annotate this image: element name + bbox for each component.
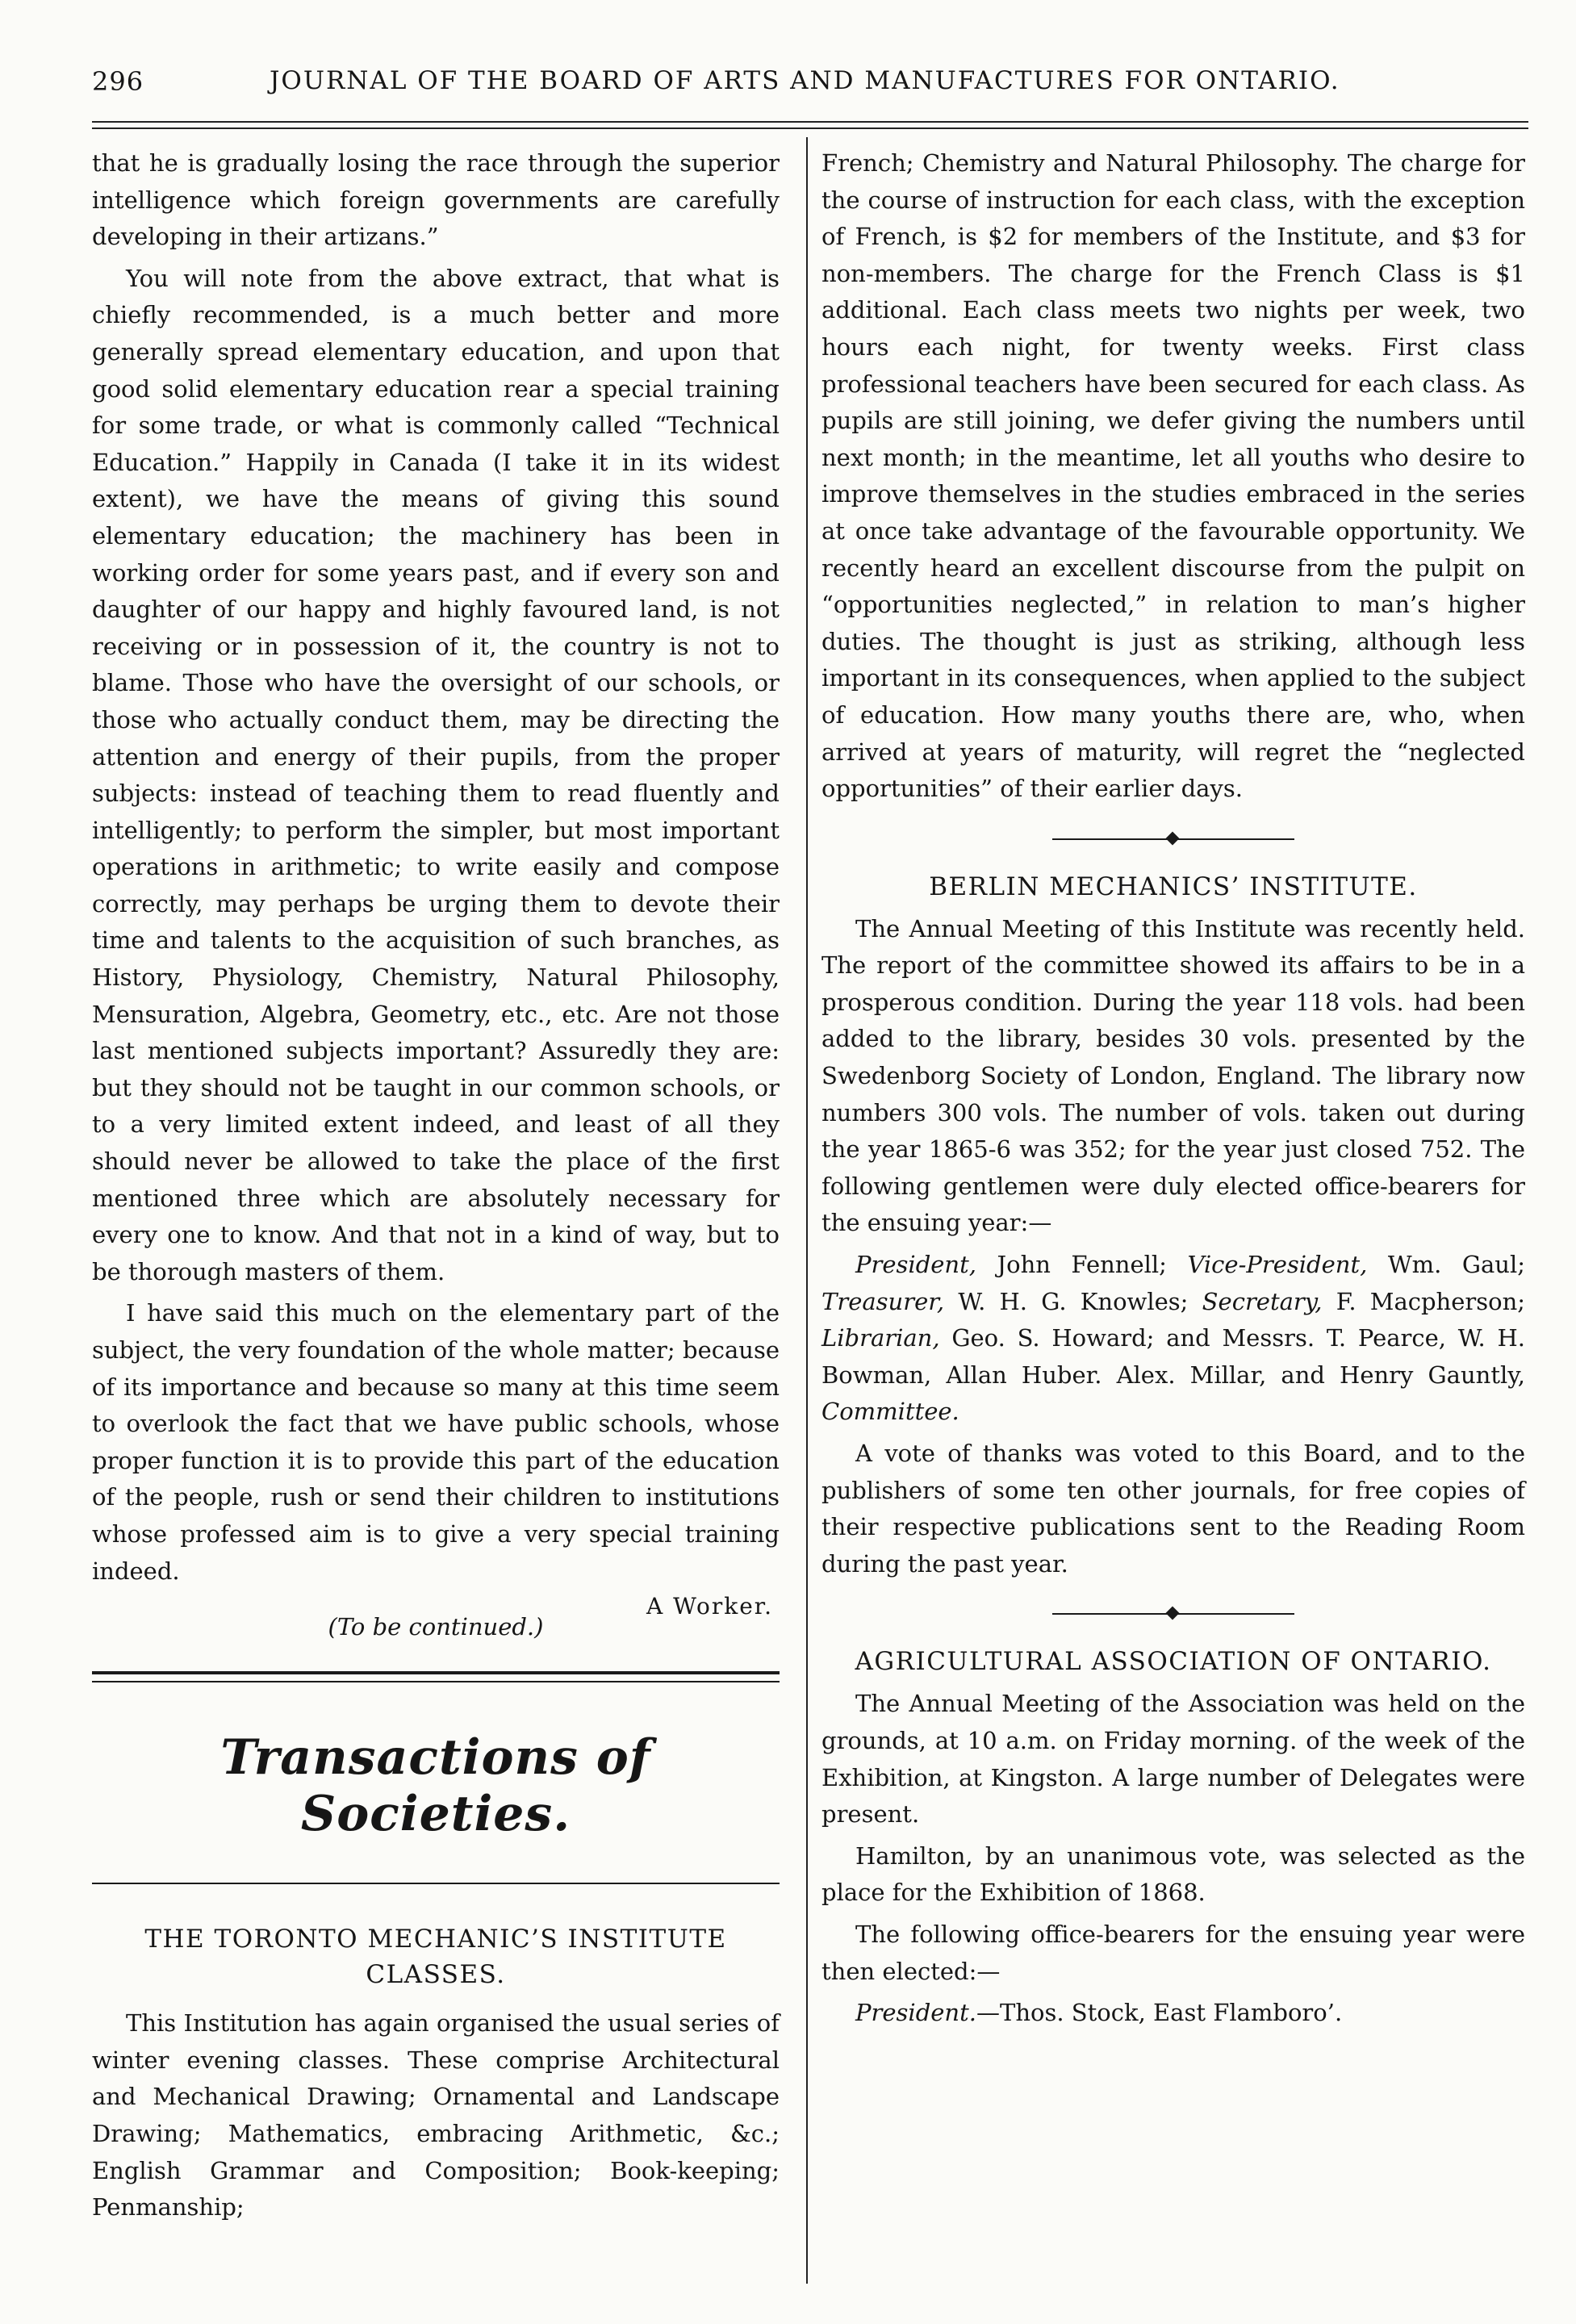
article-heading: BERLIN MECHANICS’ INSTITUTE. — [929, 872, 1418, 901]
paragraph — [821, 1995, 1525, 2032]
page-number: 296 — [92, 66, 144, 97]
header-rule — [92, 121, 1528, 129]
role-label: Librarian, — [821, 1324, 940, 1352]
paragraph: A vote of thanks was voted to this Board, and to the publishers of some ten other journals, for free copies of their respective publications sent to the Reading Room during the past year. — [821, 1440, 1525, 1578]
author-signature: A Worker. — [646, 1593, 773, 1620]
paragraph: The Annual Meeting of the Association was held on the grounds, at 10 a.m. on Friday morning. of the week of the Exhibition, at Kingston. A large number of Delegates were present. — [821, 1690, 1525, 1829]
paragraph: Hamilton, by an unanimous vote, was selected as the place for the Exhibition of 1868. — [821, 1841, 1525, 1907]
section-rule — [92, 1671, 780, 1682]
section-title: Transactions of Societies. — [220, 1729, 651, 1843]
left-column — [92, 145, 780, 2226]
person: W. H. G. Knowles; — [958, 1287, 1189, 1315]
office-bearers-paragraph — [821, 1247, 1525, 1431]
person: Wm. Gaul; — [1387, 1251, 1526, 1279]
paragraph: The Annual Meeting of this Institute was recently held. The report of the committee showed its affairs to be in a prosperous condition. During the year 118 vols. had been added to the library, besides 30 vols. presented by the Swedenborg Society of London, England. The library now numbers 300 vols. The number of vols. taken out during the year 1865-6 was 352; for the year just closed 752. The following gentlemen were duly elected office-bearers for the ensuing year:— — [821, 914, 1525, 1237]
paragraph: I have said this much on the elementary part of the subject, the very foundation of the whole matter; because of its importance and because so many at this time seem to overlook the fact that we have public schools, whose proper function it is to provide this part of the education of the people, rush or send their children to institutions whose professed aim is to give a very special training indeed. — [92, 1299, 780, 1585]
continued-note: (To be continued.) — [328, 1613, 544, 1641]
role-label: Secretary, — [1202, 1287, 1323, 1315]
section-rule — [92, 1883, 780, 1884]
role-label: Committee. — [821, 1398, 959, 1426]
role-label: President, — [855, 1251, 976, 1279]
paragraph: The following office-bearers for the ensuing year were then elected:— — [821, 1920, 1525, 1985]
paragraph: French; Chemistry and Natural Philosophy. The charge for the course of instruction for each class, with the exception of French, is $2 for members of the Institute, and $3 for non-members. The charge for the French Class is $1 additional. Each class meets two nights per week, two hours each night, for twenty weeks. First class professional teachers have been secured for each class. As pupils are still joining, we defer giving the numbers until next month; in the meantime, let all youths who desire to improve themselves in the studies embraced in the series at once take advantage of the favourable opportunity. We recently heard an excellent discourse from the pulpit on “opportunities neglected,” in relation to man’s higher duties. The thought is just as striking, although less important in its consequences, when applied to the subject of education. How many youths there are, who, when arrived at years of maturity, will regret the “neglected opportunities” of their earlier days. — [821, 149, 1525, 803]
article-heading: THE TORONTO MECHANIC’S INSTITUTE CLASSES. — [144, 1925, 727, 1990]
right-column — [821, 145, 1525, 2032]
paragraph: You will note from the above extract, that what is chiefly recommended, is a much better and more generally spread elementary education, and upon that good solid elementary education rear a special training for some trade, or what is commonly called “Technical Education.” Happily in Canada (I take it in its widest extent), we have the means of giving this sound elementary education; the machinery has been in working order for some years past, and if every son and daughter of our happy and highly favoured land, is not receiving or in possession of it, the country is not to blame. Those who have the oversight of our schools, or those who actually conduct them, may be directing the attention and energy of their pupils, from the proper subjects: instead of teaching them to read fluently and intelligently; to perform the simpler, but most important operations in arithmetic; to write easily and compose correctly, may perhaps be urging them to devote their time and talents to the acquisition of such branches, as History, Physiology, Chemistry, Natural Philosophy, Mensuration, Algebra, Geometry, etc., etc. Are not those last mentioned subjects important? Assuredly they are: but they should not be taught in our common schools, or to a very limited extent indeed, and least of all they should never be allowed to take the place of the first mentioned three which are absolutely necessary for every one to know. And that not in a kind of way, but to be thorough masters of them. — [92, 264, 780, 1285]
page-header — [92, 66, 1528, 105]
person: F. Macpherson; — [1336, 1287, 1526, 1315]
column-divider — [806, 137, 808, 2284]
role-label: President. — [855, 1999, 976, 2027]
running-head: JOURNAL OF THE BOARD OF ARTS AND MANUFACTURES FOR ONTARIO. — [270, 66, 1340, 95]
role-label: Vice-President, — [1187, 1251, 1368, 1279]
person: —Thos. Stock, East Flamboro’. — [976, 1999, 1343, 2027]
person: John Fennell; — [997, 1251, 1167, 1279]
person: Geo. S. Howard; and Messrs. T. Pearce, W. H. Bowman, Allan Huber. Alex. Millar, and Henry Gauntly, — [821, 1324, 1525, 1389]
role-label: Treasurer, — [821, 1287, 945, 1315]
ornament-divider — [1052, 827, 1294, 851]
paragraph: that he is gradually losing the race through the superior intelligence which foreign governments are carefully developing in their artizans.” — [92, 149, 780, 251]
ornament-divider — [1052, 1602, 1294, 1626]
paragraph: This Institution has again organised the usual series of winter evening classes. These comprise Architectural and Mechanical Drawing; Ornamental and Landscape Drawing; Mathematics, embracing Arithmetic, &c.; English Grammar and Composition; Book-keeping; Penmanship; — [92, 2009, 780, 2222]
article-heading: AGRICULTURAL ASSOCIATION OF ONTARIO. — [855, 1647, 1492, 1677]
